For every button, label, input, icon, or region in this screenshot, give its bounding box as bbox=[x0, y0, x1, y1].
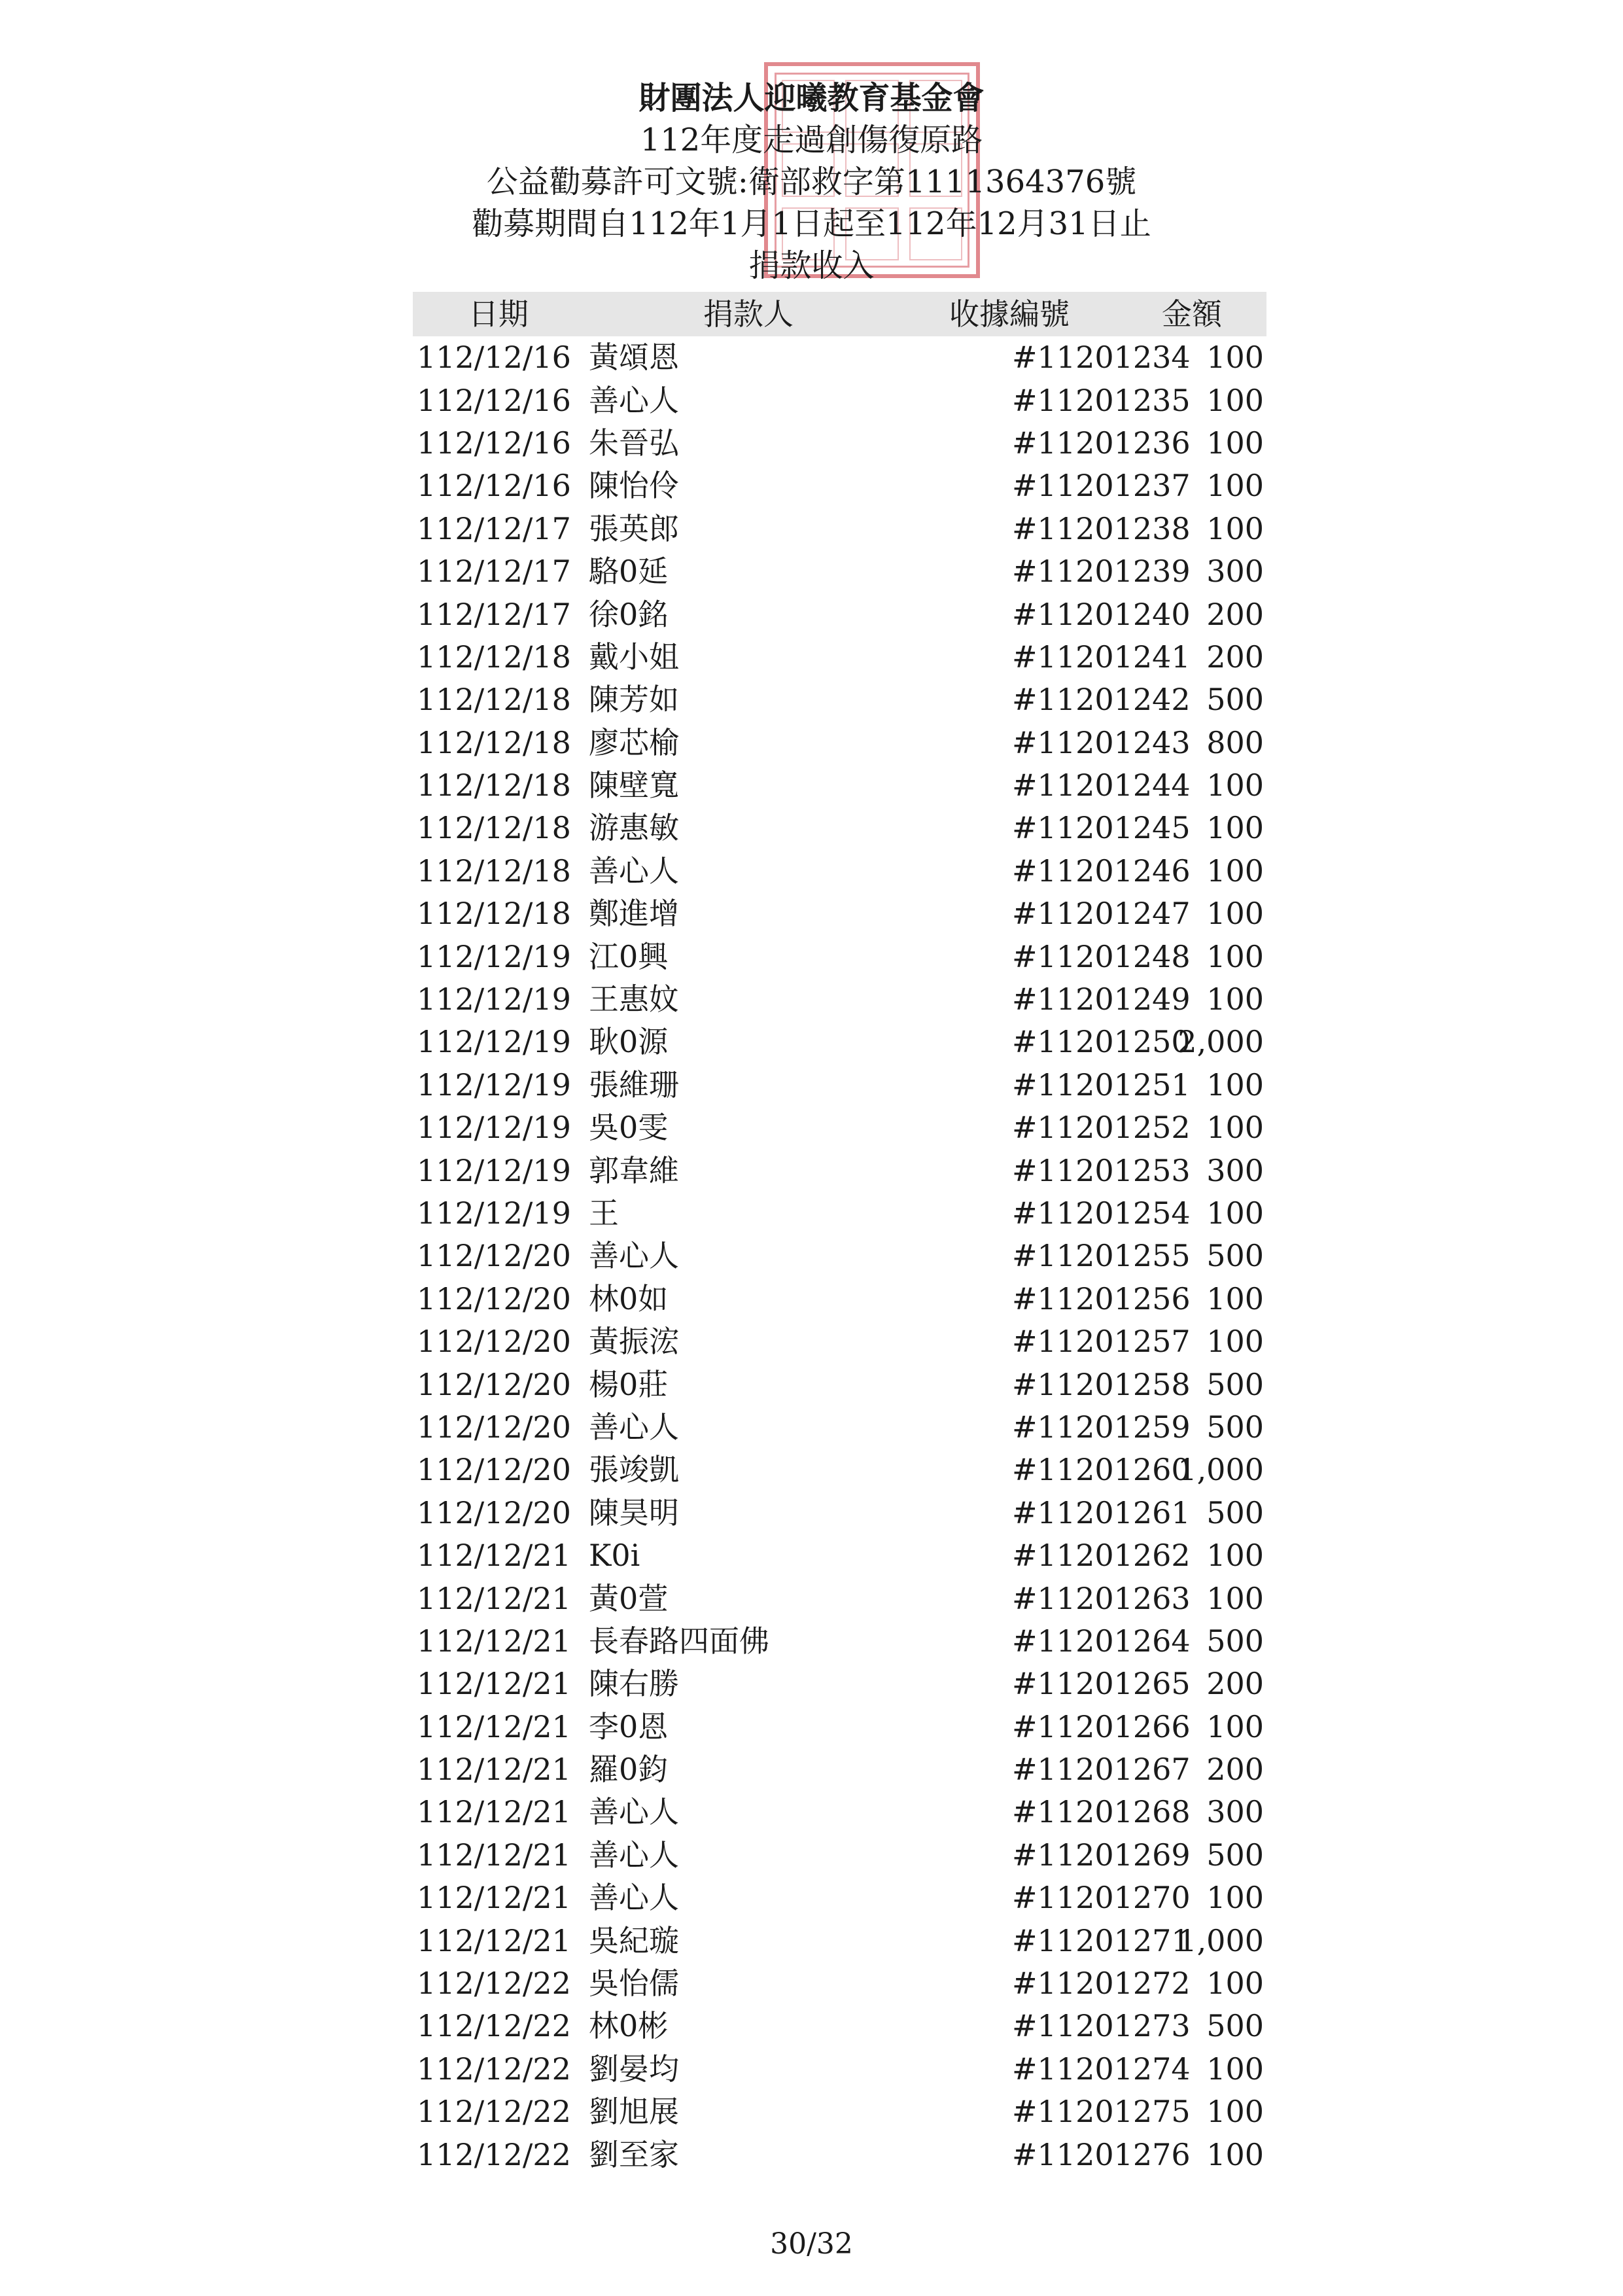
cell-donor: 善心人 bbox=[589, 1880, 679, 1916]
cell-amount: 100 bbox=[1206, 1280, 1264, 1316]
section-title: 捐款收入 bbox=[748, 247, 875, 284]
cell-date: 112/12/19 bbox=[417, 1024, 571, 1060]
document-header bbox=[0, 77, 1623, 287]
cell-amount: 100 bbox=[1206, 468, 1264, 504]
cell-donor: 長春路四面佛 bbox=[589, 1623, 769, 1659]
cell-date: 112/12/21 bbox=[417, 1837, 571, 1873]
cell-amount: 800 bbox=[1206, 724, 1264, 760]
cell-date: 112/12/18 bbox=[417, 724, 571, 760]
cell-amount: 100 bbox=[1206, 1538, 1264, 1574]
cell-receipt: #11201262 bbox=[1012, 1538, 1191, 1574]
cell-amount: 100 bbox=[1206, 382, 1264, 418]
cell-date: 112/12/21 bbox=[417, 1666, 571, 1702]
cell-amount: 100 bbox=[1206, 2136, 1264, 2172]
fundraising-period: 勸募期間自112年1月1日起至112年12月31日止 bbox=[472, 205, 1151, 242]
cell-receipt: #11201254 bbox=[1012, 1195, 1191, 1231]
table-row bbox=[413, 550, 1266, 593]
cell-donor: 王惠妏 bbox=[589, 981, 679, 1017]
table-row bbox=[413, 1877, 1266, 1919]
cell-date: 112/12/19 bbox=[417, 1067, 571, 1103]
cell-receipt: #11201246 bbox=[1012, 853, 1191, 889]
organization-name: 財團法人迎曦教育基金會 bbox=[638, 80, 985, 116]
cell-receipt: #11201273 bbox=[1012, 2008, 1191, 2044]
cell-donor: 鄭進增 bbox=[589, 896, 679, 932]
column-header-donor: 捐款人 bbox=[576, 292, 916, 336]
cell-donor: 善心人 bbox=[589, 1837, 679, 1873]
cell-receipt: #11201266 bbox=[1012, 1708, 1191, 1744]
cell-date: 112/12/19 bbox=[417, 981, 571, 1017]
table-body bbox=[413, 336, 1266, 2176]
cell-date: 112/12/21 bbox=[417, 1922, 571, 1958]
cell-amount: 500 bbox=[1206, 1623, 1264, 1659]
cell-amount: 100 bbox=[1206, 2051, 1264, 2087]
cell-date: 112/12/17 bbox=[417, 554, 571, 590]
cell-amount: 500 bbox=[1206, 1494, 1264, 1530]
cell-receipt: #11201265 bbox=[1012, 1666, 1191, 1702]
table-row bbox=[413, 2005, 1266, 2047]
cell-amount: 100 bbox=[1206, 510, 1264, 546]
table-row bbox=[413, 892, 1266, 935]
cell-amount: 300 bbox=[1206, 554, 1264, 590]
cell-donor: 張英郎 bbox=[589, 510, 679, 546]
cell-amount: 500 bbox=[1206, 1366, 1264, 1402]
table-row bbox=[413, 1962, 1266, 2005]
cell-receipt: #11201258 bbox=[1012, 1366, 1191, 1402]
donation-table bbox=[413, 292, 1266, 2176]
cell-donor: 吳0雯 bbox=[589, 1110, 669, 1146]
permit-number: 公益勸募許可文號:衛部救字第1111364376號 bbox=[486, 164, 1137, 200]
table-row bbox=[413, 636, 1266, 679]
cell-donor: 林0彬 bbox=[589, 2008, 669, 2044]
cell-date: 112/12/21 bbox=[417, 1623, 571, 1659]
cell-receipt: #11201259 bbox=[1012, 1409, 1191, 1445]
table-row bbox=[413, 935, 1266, 978]
cell-receipt: #11201269 bbox=[1012, 1837, 1191, 1873]
cell-receipt: #11201243 bbox=[1012, 724, 1191, 760]
cell-date: 112/12/18 bbox=[417, 853, 571, 889]
table-row bbox=[413, 1492, 1266, 1534]
cell-date: 112/12/20 bbox=[417, 1324, 571, 1360]
cell-donor: 王 bbox=[589, 1195, 619, 1231]
table-row bbox=[413, 1064, 1266, 1106]
cell-donor: 吳怡儒 bbox=[589, 1966, 679, 2002]
cell-amount: 100 bbox=[1206, 1067, 1264, 1103]
cell-amount: 200 bbox=[1206, 1752, 1264, 1788]
cell-receipt: #11201248 bbox=[1012, 938, 1191, 974]
table-row bbox=[413, 465, 1266, 507]
table-row bbox=[413, 1834, 1266, 1877]
cell-donor: 江0興 bbox=[589, 938, 669, 974]
cell-date: 112/12/21 bbox=[417, 1752, 571, 1788]
cell-date: 112/12/20 bbox=[417, 1452, 571, 1488]
cell-donor: 陳怡伶 bbox=[589, 468, 679, 504]
table-row bbox=[413, 1278, 1266, 1320]
cell-receipt: #11201239 bbox=[1012, 554, 1191, 590]
cell-amount: 100 bbox=[1206, 425, 1264, 461]
cell-donor: 游惠敏 bbox=[589, 810, 679, 846]
cell-date: 112/12/18 bbox=[417, 768, 571, 804]
cell-date: 112/12/20 bbox=[417, 1280, 571, 1316]
cell-date: 112/12/19 bbox=[417, 1195, 571, 1231]
cell-receipt: #11201268 bbox=[1012, 1794, 1191, 1830]
cell-donor: 耿0源 bbox=[589, 1024, 669, 1060]
cell-receipt: #11201242 bbox=[1012, 682, 1191, 718]
cell-donor: K0i bbox=[589, 1538, 640, 1574]
cell-donor: 陳芳如 bbox=[589, 682, 679, 718]
column-header-date: 日期 bbox=[413, 292, 576, 336]
cell-receipt: #11201234 bbox=[1012, 340, 1191, 376]
cell-date: 112/12/21 bbox=[417, 1708, 571, 1744]
table-row bbox=[413, 336, 1266, 379]
table-row bbox=[413, 1791, 1266, 1833]
cell-donor: 劉旭展 bbox=[589, 2094, 679, 2130]
table-row bbox=[413, 1235, 1266, 1277]
cell-donor: 陳壁寬 bbox=[589, 768, 679, 804]
cell-donor: 黃頌恩 bbox=[589, 340, 679, 376]
cell-amount: 300 bbox=[1206, 1152, 1264, 1188]
cell-date: 112/12/22 bbox=[417, 2008, 571, 2044]
cell-date: 112/12/16 bbox=[417, 382, 571, 418]
cell-receipt: #11201240 bbox=[1012, 596, 1191, 632]
cell-donor: 善心人 bbox=[589, 382, 679, 418]
table-row bbox=[413, 978, 1266, 1021]
page-number: 30/32 bbox=[770, 2227, 853, 2261]
cell-receipt: #11201247 bbox=[1012, 896, 1191, 932]
cell-date: 112/12/18 bbox=[417, 810, 571, 846]
cell-donor: 張竣凱 bbox=[589, 1452, 679, 1488]
cell-amount: 100 bbox=[1206, 768, 1264, 804]
cell-receipt: #11201271 bbox=[1012, 1922, 1191, 1958]
cell-receipt: #11201261 bbox=[1012, 1494, 1191, 1530]
cell-receipt: #11201236 bbox=[1012, 425, 1191, 461]
table-row bbox=[413, 1919, 1266, 1962]
cell-amount: 100 bbox=[1206, 1195, 1264, 1231]
cell-amount: 100 bbox=[1206, 981, 1264, 1017]
cell-date: 112/12/20 bbox=[417, 1238, 571, 1274]
cell-date: 112/12/20 bbox=[417, 1366, 571, 1402]
table-row bbox=[413, 1620, 1266, 1663]
table-row bbox=[413, 2133, 1266, 2176]
cell-amount: 100 bbox=[1206, 1324, 1264, 1360]
cell-donor: 戴小姐 bbox=[589, 639, 679, 675]
cell-amount: 300 bbox=[1206, 1794, 1264, 1830]
table-row bbox=[413, 508, 1266, 550]
table-row bbox=[413, 679, 1266, 721]
cell-receipt: #11201237 bbox=[1012, 468, 1191, 504]
table-row bbox=[413, 807, 1266, 849]
cell-amount: 500 bbox=[1206, 1837, 1264, 1873]
cell-receipt: #11201263 bbox=[1012, 1580, 1191, 1616]
cell-receipt: #11201252 bbox=[1012, 1110, 1191, 1146]
table-row bbox=[413, 764, 1266, 807]
table-row bbox=[413, 1663, 1266, 1705]
table-row bbox=[413, 1149, 1266, 1192]
cell-donor: 李0恩 bbox=[589, 1708, 669, 1744]
cell-amount: 100 bbox=[1206, 1110, 1264, 1146]
cell-donor: 善心人 bbox=[589, 1409, 679, 1445]
table-row bbox=[413, 2048, 1266, 2091]
cell-receipt: #11201264 bbox=[1012, 1623, 1191, 1659]
cell-amount: 500 bbox=[1206, 1409, 1264, 1445]
cell-donor: 楊0莊 bbox=[589, 1366, 669, 1402]
table-row bbox=[413, 1406, 1266, 1449]
cell-receipt: #11201249 bbox=[1012, 981, 1191, 1017]
cell-receipt: #11201260 bbox=[1012, 1452, 1191, 1488]
cell-date: 112/12/18 bbox=[417, 639, 571, 675]
table-row bbox=[413, 1706, 1266, 1748]
cell-receipt: #11201256 bbox=[1012, 1280, 1191, 1316]
table-row bbox=[413, 850, 1266, 892]
cell-date: 112/12/17 bbox=[417, 596, 571, 632]
table-row bbox=[413, 593, 1266, 635]
cell-donor: 劉晏均 bbox=[589, 2051, 679, 2087]
cell-date: 112/12/22 bbox=[417, 2094, 571, 2130]
cell-date: 112/12/16 bbox=[417, 340, 571, 376]
cell-receipt: #11201245 bbox=[1012, 810, 1191, 846]
cell-date: 112/12/21 bbox=[417, 1538, 571, 1574]
cell-amount: 200 bbox=[1206, 596, 1264, 632]
table-row bbox=[413, 1192, 1266, 1235]
program-name: 112年度走過創傷復原路 bbox=[640, 122, 983, 158]
cell-donor: 陳昊明 bbox=[589, 1494, 679, 1530]
cell-amount: 100 bbox=[1206, 938, 1264, 974]
cell-amount: 200 bbox=[1206, 639, 1264, 675]
cell-receipt: #11201270 bbox=[1012, 1880, 1191, 1916]
cell-donor: 朱晉弘 bbox=[589, 425, 679, 461]
table-header-row bbox=[413, 292, 1266, 336]
cell-date: 112/12/19 bbox=[417, 938, 571, 974]
cell-receipt: #11201251 bbox=[1012, 1067, 1191, 1103]
cell-date: 112/12/20 bbox=[417, 1494, 571, 1530]
cell-date: 112/12/19 bbox=[417, 1110, 571, 1146]
table-row bbox=[413, 1748, 1266, 1791]
cell-amount: 100 bbox=[1206, 340, 1264, 376]
cell-receipt: #11201276 bbox=[1012, 2136, 1191, 2172]
cell-date: 112/12/22 bbox=[417, 2136, 571, 2172]
cell-donor: 黃0萱 bbox=[589, 1580, 669, 1616]
cell-receipt: #11201241 bbox=[1012, 639, 1191, 675]
table-row bbox=[413, 1106, 1266, 1149]
cell-donor: 廖芯榆 bbox=[589, 724, 679, 760]
cell-date: 112/12/20 bbox=[417, 1409, 571, 1445]
cell-receipt: #11201274 bbox=[1012, 2051, 1191, 2087]
table-row bbox=[413, 1534, 1266, 1577]
cell-date: 112/12/16 bbox=[417, 425, 571, 461]
cell-date: 112/12/18 bbox=[417, 896, 571, 932]
cell-amount: 100 bbox=[1206, 1580, 1264, 1616]
cell-date: 112/12/22 bbox=[417, 2051, 571, 2087]
cell-receipt: #11201244 bbox=[1012, 768, 1191, 804]
cell-date: 112/12/22 bbox=[417, 1966, 571, 2002]
cell-amount: 1,000 bbox=[1178, 1452, 1264, 1488]
table-row bbox=[413, 1363, 1266, 1405]
cell-amount: 2,000 bbox=[1178, 1024, 1264, 1060]
cell-donor: 張維珊 bbox=[589, 1067, 679, 1103]
cell-amount: 500 bbox=[1206, 682, 1264, 718]
cell-amount: 100 bbox=[1206, 810, 1264, 846]
cell-donor: 陳右勝 bbox=[589, 1666, 679, 1702]
cell-amount: 500 bbox=[1206, 1238, 1264, 1274]
table-header bbox=[413, 292, 1266, 336]
column-header-receipt: 收據編號 bbox=[916, 292, 1116, 336]
table-row bbox=[413, 1449, 1266, 1491]
column-header-amount: 金額 bbox=[1116, 292, 1266, 336]
cell-date: 112/12/16 bbox=[417, 468, 571, 504]
cell-donor: 劉至家 bbox=[589, 2136, 679, 2172]
cell-amount: 100 bbox=[1206, 896, 1264, 932]
cell-date: 112/12/18 bbox=[417, 682, 571, 718]
cell-donor: 善心人 bbox=[589, 853, 679, 889]
cell-amount: 100 bbox=[1206, 1880, 1264, 1916]
cell-amount: 200 bbox=[1206, 1666, 1264, 1702]
cell-receipt: #11201257 bbox=[1012, 1324, 1191, 1360]
table-row bbox=[413, 379, 1266, 421]
cell-receipt: #11201253 bbox=[1012, 1152, 1191, 1188]
cell-receipt: #11201235 bbox=[1012, 382, 1191, 418]
cell-amount: 100 bbox=[1206, 1708, 1264, 1744]
table-row bbox=[413, 722, 1266, 764]
cell-donor: 黃振浤 bbox=[589, 1324, 679, 1360]
table-row bbox=[413, 422, 1266, 465]
cell-donor: 郭韋維 bbox=[589, 1152, 679, 1188]
table-row bbox=[413, 1021, 1266, 1063]
table-row bbox=[413, 2091, 1266, 2133]
cell-amount: 500 bbox=[1206, 2008, 1264, 2044]
cell-amount: 1,000 bbox=[1178, 1922, 1264, 1958]
cell-amount: 100 bbox=[1206, 1966, 1264, 2002]
cell-receipt: #11201267 bbox=[1012, 1752, 1191, 1788]
cell-donor: 林0如 bbox=[589, 1280, 669, 1316]
cell-date: 112/12/21 bbox=[417, 1580, 571, 1616]
cell-receipt: #11201238 bbox=[1012, 510, 1191, 546]
cell-donor: 駱0延 bbox=[589, 554, 669, 590]
cell-date: 112/12/17 bbox=[417, 510, 571, 546]
table-row bbox=[413, 1577, 1266, 1619]
cell-receipt: #11201250 bbox=[1012, 1024, 1191, 1060]
cell-amount: 100 bbox=[1206, 2094, 1264, 2130]
cell-donor: 善心人 bbox=[589, 1794, 679, 1830]
cell-date: 112/12/21 bbox=[417, 1880, 571, 1916]
table-row bbox=[413, 1320, 1266, 1363]
cell-receipt: #11201272 bbox=[1012, 1966, 1191, 2002]
cell-receipt: #11201255 bbox=[1012, 1238, 1191, 1274]
cell-date: 112/12/19 bbox=[417, 1152, 571, 1188]
cell-donor: 羅0鈞 bbox=[589, 1752, 669, 1788]
cell-donor: 徐0銘 bbox=[589, 596, 669, 632]
cell-donor: 吳紀璇 bbox=[589, 1922, 679, 1958]
cell-amount: 100 bbox=[1206, 853, 1264, 889]
cell-donor: 善心人 bbox=[589, 1238, 679, 1274]
cell-date: 112/12/21 bbox=[417, 1794, 571, 1830]
cell-receipt: #11201275 bbox=[1012, 2094, 1191, 2130]
